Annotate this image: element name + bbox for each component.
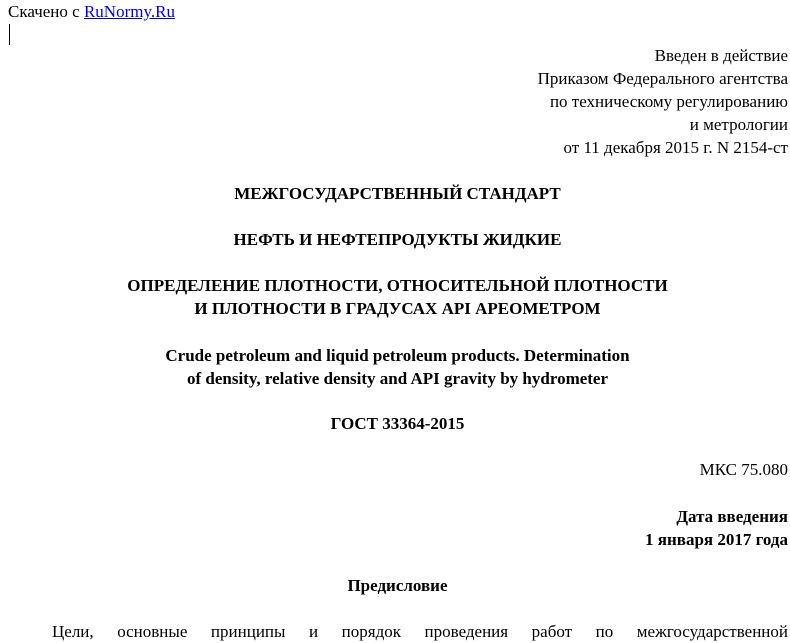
standard-title-line: И ПЛОТНОСТИ В ГРАДУСАХ API АРЕОМЕТРОМ	[194, 299, 601, 318]
standard-code: ГОСТ 33364-2015	[330, 414, 465, 433]
source-prefix: Скачено с	[8, 2, 80, 21]
standard-title	[0, 274, 790, 320]
standard-subject-heading: НЕФТЬ И НЕФТЕПРОДУКТЫ ЖИДКИЕ	[233, 230, 562, 249]
foreword-heading: Предисловие	[347, 576, 448, 595]
text-cursor	[9, 24, 10, 45]
english-title-line: Crude petroleum and liquid petroleum products. Determination	[165, 346, 630, 365]
enactment-line: по техническому регулированию	[549, 92, 788, 111]
source-line	[8, 0, 175, 23]
introduction-date	[645, 505, 788, 551]
mks-code: МКС 75.080	[699, 460, 788, 479]
standard-title-line: ОПРЕДЕЛЕНИЕ ПЛОТНОСТИ, ОТНОСИТЕЛЬНОЙ ПЛОТНОСТИ	[127, 276, 668, 295]
enactment-line: Приказом Федерального агентства	[537, 69, 788, 88]
standard-type-heading: МЕЖГОСУДАРСТВЕННЫЙ СТАНДАРТ	[234, 184, 561, 203]
enactment-line: от 11 декабря 2015 г. N 2154-ст	[563, 138, 788, 157]
foreword-paragraph: Цели, основные принципы и порядок проведения работ по межгосударственной	[52, 622, 788, 641]
introduction-date-label: Дата введения	[676, 507, 788, 526]
introduction-date-value: 1 января 2017 года	[645, 530, 788, 549]
english-title	[0, 344, 790, 390]
english-title-line: of density, relative density and API gravity by hydrometer	[186, 369, 609, 388]
enactment-line: Введен в действие	[654, 46, 788, 65]
enactment-line: и метрологии	[689, 115, 788, 134]
source-link[interactable]: RuNormy.Ru	[83, 2, 175, 21]
enactment-block	[538, 44, 788, 159]
